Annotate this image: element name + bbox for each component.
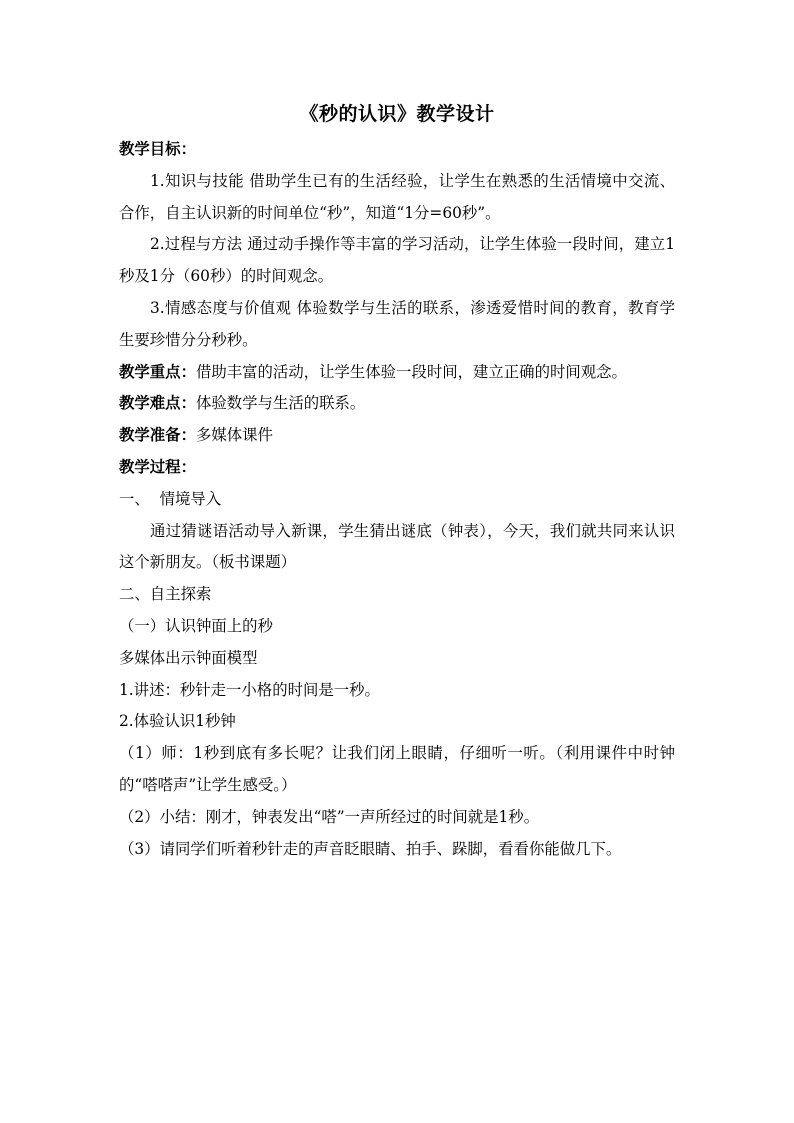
document-title: 《秒的认识》教学设计 (299, 103, 495, 125)
objective-3-text: 体验数学与生活的联系，渗透爱惜时间的教育，教育学生要珍惜分分秒秒。 (119, 298, 675, 349)
preparation (119, 420, 675, 452)
objectives-heading: 教学目标： (119, 140, 196, 158)
section-2-item-1: （1）师：1秒到底有多长呢？让我们闭上眼睛，仔细听一听。（利用课件中时钟的“嗒嗒声”让学生感受。） (119, 744, 675, 794)
objective-1-label: 1.知识与技能 (150, 171, 250, 190)
section-2-line-3: 2.体验认识1秒钟 (119, 712, 236, 731)
section-1-text: 通过猜谜语活动导入新课，学生猜出谜底（钟表），今天，我们就共同来认识这个新朋友。（板书课题） (119, 521, 675, 572)
difficulty-label: 教学难点： (119, 394, 196, 413)
objective-3-label: 3.情感态度与价值观 (150, 298, 297, 317)
key-point-text: 借助丰富的活动，让学生体验一段时间，建立正确的时间观念。 (195, 362, 627, 381)
objective-1 (119, 166, 675, 230)
section-2-sub-1: （一）认识钟面上的秒 (119, 616, 273, 635)
section-2-item-3: （3）请同学们听着秒针走的声音眨眼睛、拍手、跺脚，看看你能做几下。 (119, 839, 622, 858)
section-2-line-1: 多媒体出示钟面模型 (119, 648, 258, 667)
section-2-item-2: （2）小结：刚才，钟表发出“嗒”一声所经过的时间就是1秒。 (119, 807, 540, 826)
preparation-label: 教学准备： (119, 426, 196, 445)
preparation-text: 多媒体课件 (195, 426, 273, 445)
difficulty (119, 388, 675, 420)
document-page (119, 96, 675, 865)
section-2-line-2: 1.讲述：秒针走一小格的时间是一秒。 (119, 680, 380, 699)
objective-3 (119, 293, 675, 357)
key-point (119, 357, 675, 389)
section-2-heading: 二、自主探索 (119, 585, 212, 604)
objective-1-text: 借助学生已有的生活经验，让学生在熟悉的生活情境中交流、合作，自主认识新的时间单位“秒”，知道“1分=60秒”。 (119, 171, 675, 222)
objective-2-label: 2.过程与方法 (150, 235, 248, 254)
section-1-heading: 一、 情境导入 (119, 489, 222, 508)
difficulty-text: 体验数学与生活的联系。 (195, 394, 366, 413)
key-point-label: 教学重点： (119, 362, 196, 381)
objective-2-text: 通过动手操作等丰富的学习活动，让学生体验一段时间，建立1秒及1分（60秒）的时间观念。 (119, 235, 676, 286)
objective-2 (119, 229, 675, 293)
process-heading: 教学过程： (119, 457, 196, 476)
